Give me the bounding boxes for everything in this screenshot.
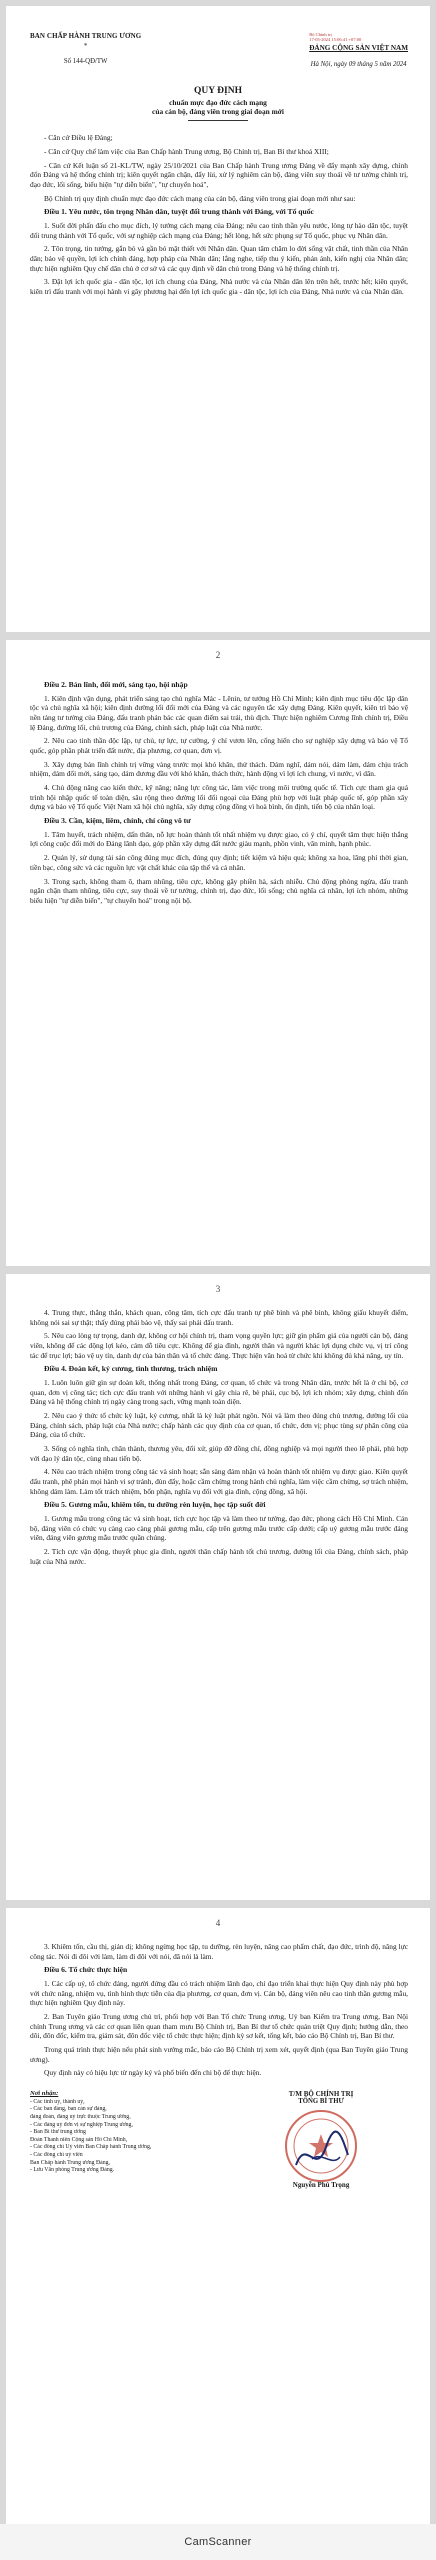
article-4-heading: Điều 4. Đoàn kết, kỷ cương, tình thương, trách nhiệm: [44, 1364, 218, 1374]
recipient-item: Ban Chấp hành Trung ương Đảng,: [30, 2159, 110, 2166]
issuing-organization: BAN CHẤP HÀNH TRUNG ƯƠNG: [30, 32, 142, 40]
recipient-item: - Các đảng uỷ đơn vị sự nghiệp Trung ương,: [30, 2121, 133, 2128]
party-name: ĐẢNG CỘNG SẢN VIỆT NAM: [309, 44, 408, 52]
paragraph: 5. Nêu cao lòng tự trọng, danh dự, không cơ hội chính trị, tham vọng quyền lực; giữ gìn phẩm giá của người cán bộ, đảng viên, không để các động lợi kéo, cám dỗ tiêu cực. Không để gia đình, người thân và người khác lợi dụng chức vụ, vị trí công tác để trục lợi; bảo vệ uy tín, danh dự của bản thân và tổ chức đảng. Thực hiện văn hoá từ chức khi không đủ khả năng, uy tín.: [30, 1331, 408, 1360]
page-number: 3: [215, 1284, 221, 1294]
paragraph: 2. Nêu cao ý thức tổ chức kỷ luật, kỷ cương, nhất là kỷ luật phát ngôn. Nói và làm theo đúng chủ trương, đường lối của Đảng, chính sách, pháp luật của Nhà nước; chấp hành các quy định của cơ quan, tổ chức, đơn vị; phục tùng sự phân công của Đảng, của tổ chức.: [30, 1411, 408, 1440]
paragraph: 2. Quản lý, sử dụng tài sản công đúng mục đích, đúng quy định; tiết kiệm và hiệu quả; không xa hoa, lãng phí thời gian, tiền bạc, công sức và các nguồn lực vật chất khác của tập thể và cá nhân.: [30, 853, 408, 872]
paragraph: 2. Tích cực vận động, thuyết phục gia đình, người thân chấp hành tốt chủ trương, đường lối của Đảng, chính sách, pháp luật của Nhà nước.: [30, 1547, 408, 1566]
recipient-item: - Ban Bí thư trung ương: [30, 2129, 86, 2136]
paragraph: 4. Chủ động nâng cao kiến thức, kỹ năng; năng lực công tác, làm việc trong môi trường quốc tế. Tích cực tham gia quá trình hội nhập quốc tế toàn diện, sâu rộng theo đường lối đối ngoại của Đảng phù hợp với luật pháp quốc tế, góp phần xây dựng và bảo vệ Tổ quốc Việt Nam xã hội chủ nghĩa, xây dựng cộng đồng vì hoà bình, ổn định, tiến bộ của nhân loại.: [30, 783, 408, 812]
title-main: QUY ĐỊNH: [194, 86, 242, 96]
document-header: [6, 6, 430, 68]
page-2-body: [6, 660, 430, 905]
paragraph: 3. Trong sạch, không tham ô, tham nhũng, tiêu cực, không gây phiền hà, sách nhiễu. Chủ động phòng ngừa, đấu tranh ngăn chặn tham nhũng, tiêu cực, suy thoái về tư tưởng, chính trị, đạo đức, lối sống; chủ nghĩa cá nhân, lợi ích nhóm, những biểu hiện "tự diễn biến", "tự chuyển hoá" trong nội bộ.: [30, 876, 408, 905]
paragraph: 3. Khiêm tốn, cầu thị, giản dị; không ngừng học tập, tu dưỡng, rèn luyện, nâng cao phẩm chất, đạo đức, trình độ, năng lực công tác. Nói đi đôi với làm, làm đi đôi với nói, đã nói là làm.: [30, 1942, 408, 1961]
paragraph: 3. Xây dựng bản lĩnh chính trị vững vàng trước mọi khó khăn, thử thách. Dám nghĩ, dám nói, dám làm, dám chịu trách nhiệm, dám đổi mới, sáng tạo, dám đương đầu với khó khăn, thách thức, hành động vì lợi ích chung, vì nước, vì dân.: [30, 759, 408, 779]
page-4-body: [6, 1928, 430, 2078]
recipient-item: - Lưu Văn phòng Trung ương Đảng.: [30, 2167, 115, 2174]
title-line-2: chuẩn mực đạo đức cách mạng: [169, 98, 267, 107]
title-line-3: của cán bộ, đảng viên trong giai đoạn mới: [152, 107, 284, 116]
article-5-heading: Điều 5. Gương mẫu, khiêm tốn, tu dưỡng rèn luyện, học tập suốt đời: [44, 1500, 266, 1510]
official-seal: [282, 2107, 360, 2185]
signature-block: [6, 2082, 430, 2189]
title-divider: [188, 120, 248, 121]
header-right: [309, 32, 408, 68]
recipient-item: - Các ban đảng, ban cán sự đảng,: [30, 2106, 107, 2113]
seal-emblem-icon: [282, 2107, 360, 2185]
document-page-2: [6, 640, 430, 1266]
document-page-3: [6, 1274, 430, 1900]
article-2-heading: Điều 2. Bản lĩnh, đổi mới, sáng tạo, hội nhập: [44, 680, 188, 689]
star-mark: *: [83, 42, 88, 50]
paragraph: 2. Ban Tuyên giáo Trung ương chủ trì, phối hợp với Ban Tổ chức Trung ương, Uỷ ban Kiểm tra Trung ương, Ban Nội chính Trung ương và các cơ quan liên quan tham mưu Bộ Chính trị, Ban Bí thư tổ chức quán triệt Quy định; hướng dẫn, theo dõi, đôn đốc, kiểm tra, giám sát, đôn đốc việc tổ chức thực hiện; định kỳ sơ kết, tổng kết, báo cáo Bộ Chính trị, Ban Bí thư.: [30, 2012, 408, 2041]
recipient-item: - Các đồng chí Uỷ viên Ban Chấp hành Trung ương,: [30, 2144, 152, 2151]
page-number: 4: [215, 1918, 221, 1928]
signer-name: Nguyễn Phú Trọng: [292, 2181, 350, 2190]
paragraph: - Căn cứ Kết luận số 21-KL/TW, ngày 25/10/2021 của Ban Chấp hành Trung ương Đảng về đẩy mạnh xây dựng, chỉnh đốn Đảng và hệ thống chính trị; kiên quyết ngăn chặn, đẩy lùi, xử lý nghiêm cán bộ, đảng viên suy thoái về tư tưởng chính trị, đạo đức, lối sống, biểu hiện "tự diễn biến", "tự chuyển hoá",: [30, 160, 408, 189]
paragraph: 2. Nêu cao tinh thần độc lập, tự chủ, tự lực, tự cường, ý chí vươn lên, cống hiến cho sự nghiệp xây dựng và bảo vệ Tổ quốc, góp phần phát triển đất nước, địa phương, cơ quan, đơn vị.: [30, 736, 408, 755]
paragraph: Trong quá trình thực hiện nếu phát sinh vướng mắc, báo cáo Bộ Chính trị xem xét, quyết định (qua Ban Tuyên giáo Trung ương).: [30, 2045, 408, 2064]
issue-date: Hà Nội, ngày 09 tháng 5 năm 2024: [310, 61, 407, 68]
document-page-1: [6, 6, 430, 632]
scanner-footer: [0, 2524, 436, 2560]
article-1-heading: Điều 1. Yêu nước, tôn trọng Nhân dân, tuyệt đối trung thành với Đảng, với Tổ quốc: [44, 207, 314, 217]
paragraph: 4. Nêu cao trách nhiệm trong công tác và sinh hoạt; sẵn sàng đảm nhận và hoàn thành tốt nhiệm vụ được giao. Kiên quyết đấu tranh, phê phán mọi hành vi sợ tránh, đùn đẩy, hoặc cầm chừng trong hành chủ nghĩa, làm việc cầm chừng, sợ trách nhiệm, không dám làm. Làm tốt trách nhiệm, bổn phận, nghĩa vụ đối với gia đình, cộng đồng, xã hội.: [30, 1467, 408, 1496]
paragraph: 1. Suốt đời phấn đấu cho mục đích, lý tưởng cách mạng của Đảng; nêu cao tinh thần yêu nước, lòng tự hào dân tộc, tuyệt đối trung thành với Tổ quốc, với sự nghiệp cách mạng của Đảng; hết lòng, hết sức phụng sự Tổ quốc, phục vụ Nhân dân.: [30, 221, 408, 240]
recipient-item: - Các tỉnh uỷ, thành uỷ,: [30, 2098, 85, 2105]
signatory: [234, 2090, 408, 2189]
scanner-brand: CamScanner: [184, 2536, 252, 2548]
recipients-list: [30, 2090, 196, 2189]
signer-title: TỔNG BÍ THƯ: [298, 2098, 344, 2106]
page-number: 2: [215, 650, 221, 660]
page-1-body: [6, 133, 430, 297]
article-6-heading: Điều 6. Tổ chức thực hiện: [44, 1965, 128, 1975]
paragraph: 1. Gương mẫu trong công tác và sinh hoạt, tích cực học tập và làm theo tư tưởng, đạo đức, phong cách Hồ Chí Minh. Cán bộ, đảng viên có chức vụ càng cao càng phải gương mẫu, cấp trên gương mẫu trước cấp dưới; cấp uỷ gương mẫu trước đảng viên, đảng viên gương mẫu trước quần chúng.: [30, 1514, 408, 1543]
header-left: [30, 32, 141, 65]
recipients-label: Nơi nhận:: [30, 2090, 59, 2098]
paragraph: 3. Sống có nghĩa tình, chân thành, thương yêu, đối xử, giúp đỡ đồng chí, đồng nghiệp và mọi người theo lẽ phải, phù hợp với đạo lý dân tộc, cùng nhau tiến bộ.: [30, 1444, 408, 1463]
paragraph: Bộ Chính trị quy định chuẩn mực đạo đức cách mạng của cán bộ, đảng viên trong giai đoạn mới như sau:: [44, 193, 356, 203]
paragraph: - Căn cứ Quy chế làm việc của Ban Chấp hành Trung ương, Bộ Chính trị, Ban Bí thư khoá XIII;: [44, 146, 329, 156]
document-title: [6, 86, 430, 121]
paragraph: 3. Đặt lợi ích quốc gia - dân tộc, lợi ích chung của Đảng, Nhà nước và của Nhân dân lên trên hết, trước hết; kiên quyết, kiên trì đấu tranh với mọi hành vi gây phương hại đến lợi ích quốc gia - dân tộc, lợi ích của Đảng, Nhà nước và của Nhân dân.: [30, 277, 408, 297]
paragraph: 2. Tôn trọng, tin tưởng, gắn bó và gần bó mật thiết với Nhân dân. Quan tâm chăm lo đời sống vật chất, tinh thần của Nhân dân; bảo vệ quyền, lợi ích chính đáng, hợp pháp của Nhân dân; lắng nghe, tiếp thu ý kiến, phản ánh, kiến nghị của Nhân dân; thực hiện nghiêm Quy chế dân chủ ở cơ sở và các quy định về dân chủ trong Đảng và hệ thống chính trị.: [30, 244, 408, 273]
page-3-body: [6, 1294, 430, 1566]
recipient-item: - Các đồng chí uỷ viên: [30, 2152, 83, 2159]
recipient-item: đảng đoàn, đảng uỷ trực thuộc Trung ương,: [30, 2114, 131, 2121]
paragraph: 1. Tâm huyết, trách nhiệm, dấn thân, nỗ lực hoàn thành tốt nhất nhiệm vụ được giao, có ý chí, quyết tâm thực hiện thắng lợi công cuộc đổi mới do Đảng lãnh đạo, góp phần xây dựng đất nước giàu mạnh, phồn vinh, văn minh, hạnh phúc.: [30, 829, 408, 849]
recipient-item: Đoàn Thanh niên Cộng sản Hồ Chí Minh,: [30, 2136, 128, 2143]
document-number: Số 144-QĐ/TW: [63, 58, 108, 65]
paragraph: 1. Kiên định vận dụng, phát triển sáng tạo chủ nghĩa Mác - Lênin, tư tưởng Hồ Chí Minh; kiên định mục tiêu độc lập dân tộc và chủ nghĩa xã hội; kiên định đường lối đổi mới của Đảng và các nguyên tắc xây dựng Đảng. Kiên quyết, kiên trì bảo vệ nền tảng tư tưởng của Đảng, đấu tranh phản bác các quan điểm sai trái, thù địch. Thực hiện nghiêm Cương lĩnh chính trị, Điều lệ Đảng, đường lối, chủ trương của Đảng, chính sách, pháp luật của Nhà nước.: [30, 693, 408, 732]
article-3-heading: Điều 3. Cần, kiệm, liêm, chính, chí công vô tư: [44, 816, 191, 826]
paragraph: 1. Các cấp uỷ, tổ chức đảng, người đứng đầu có trách nhiệm lãnh đạo, chỉ đạo triển khai thực hiện Quy định này phù hợp với chức năng, nhiệm vụ, tình hình thực tiễn của địa phương, cơ quan, đơn vị. Cán bộ, đảng viên nêu cao tinh thần gương mẫu, thực hiện nghiêm Quy định này.: [30, 1979, 408, 2008]
signing-authority: T/M BỘ CHÍNH TRỊ: [288, 2090, 354, 2099]
paragraph: 1. Luôn luôn giữ gìn sự đoàn kết, thống nhất trong Đảng, cơ quan, tổ chức và trong Nhân dân, trước hết là ở chi bộ, cơ quan, đơn vị công tác; tích cực đấu tranh với những hành vi gây chia rẽ, bè phái, cục bộ, lợi ích nhóm; xây dựng, chỉnh đốn Đảng và hệ thống chính trị ngày càng trong sạch, vững mạnh toàn diện.: [30, 1378, 408, 1407]
document-page-4: [6, 1908, 430, 2524]
paragraph: Quy định này có hiệu lực từ ngày ký và phổ biến đến chi bộ để thực hiện.: [44, 2068, 262, 2078]
stamp-line-1: Bộ Chính trị: [309, 32, 332, 37]
digital-signature-stamp: [309, 32, 408, 42]
paragraph: 4. Trung thực, thẳng thắn, khách quan, công tâm, tích cực đấu tranh tự phê bình và phê bình, không giấu khuyết điểm, không nói sai sự thật; thấy đúng phải bảo vệ, thấy sai phải đấu tranh.: [30, 1308, 408, 1327]
paragraph: - Căn cứ Điều lệ Đảng;: [44, 133, 113, 142]
stamp-line-2: 17-05-2024 15:06:41 +07:00: [309, 37, 362, 42]
